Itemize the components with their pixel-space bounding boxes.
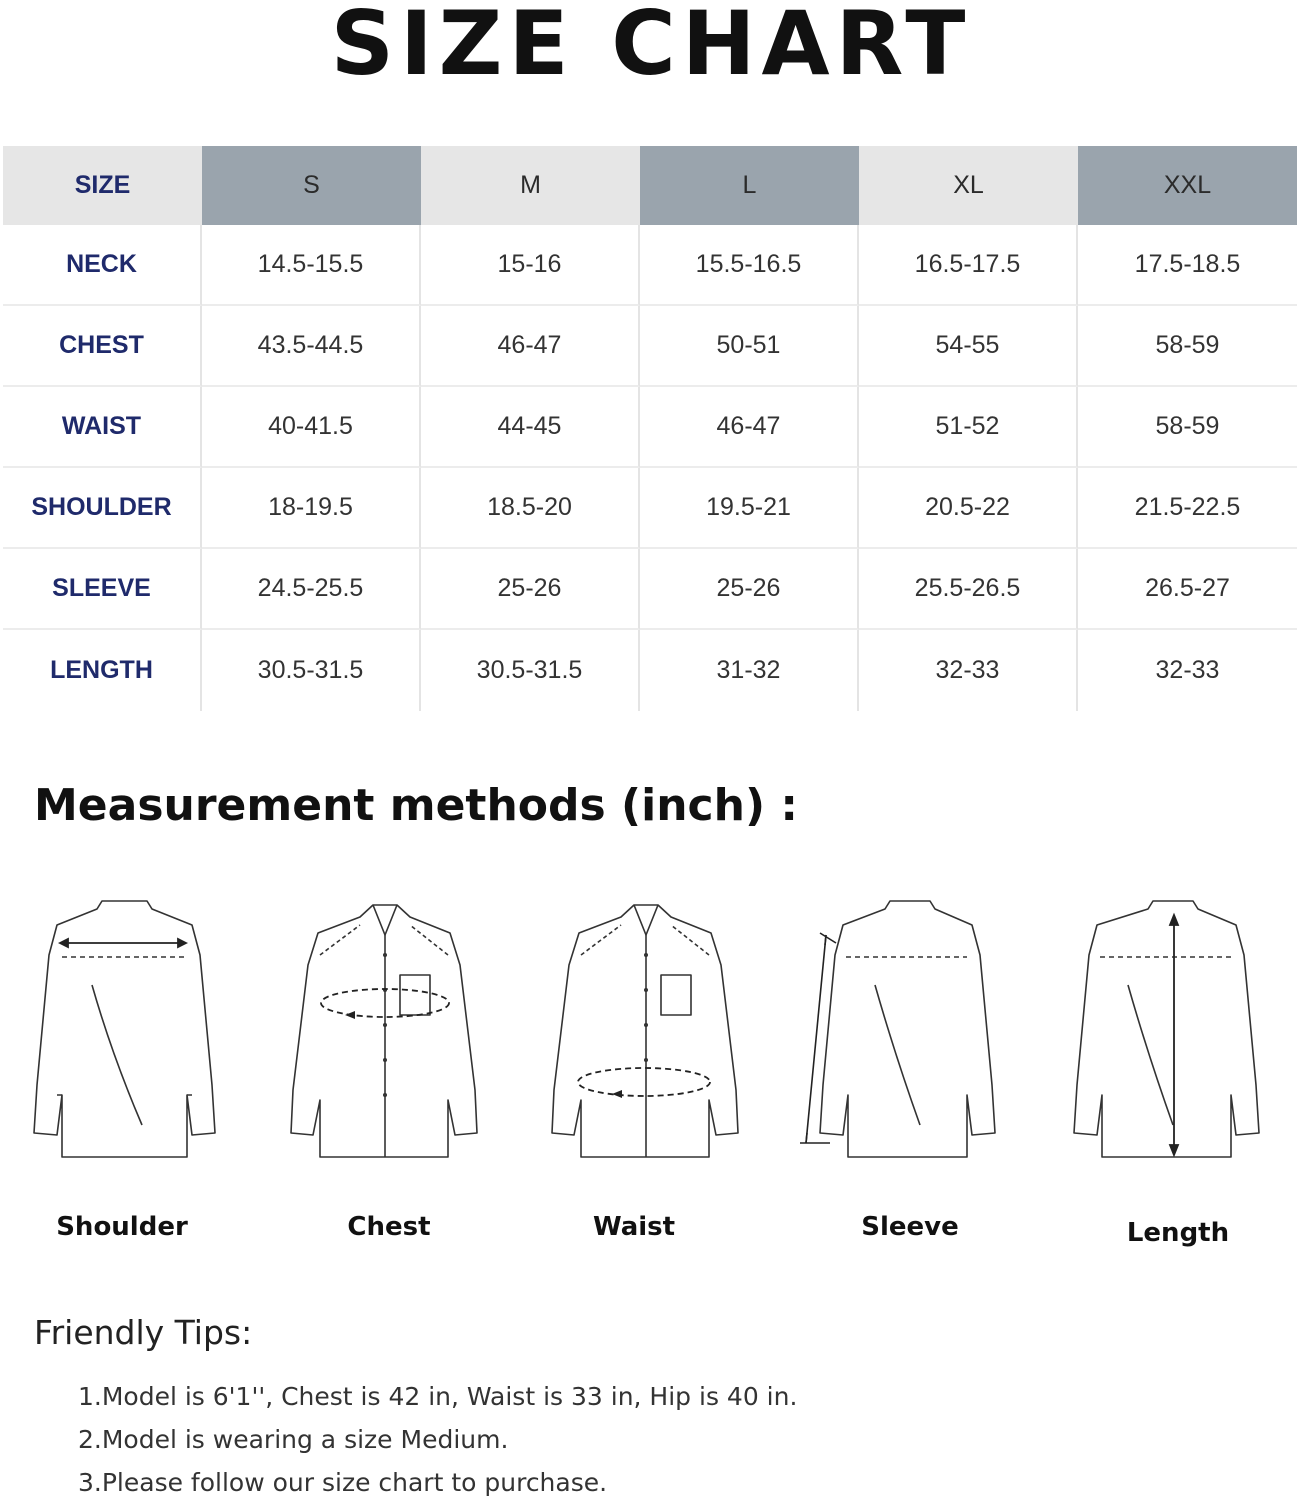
waist-label: Waist (592, 1212, 676, 1242)
sleeve-label: Sleeve (861, 1212, 959, 1242)
chest-shirt-icon (285, 895, 485, 1165)
table-cell: 30.5-31.5 (202, 630, 421, 711)
table-cell: 18.5-20 (421, 468, 640, 549)
table-cell: 18-19.5 (202, 468, 421, 549)
table-cell: 14.5-15.5 (202, 225, 421, 306)
table-cell: 50-51 (640, 306, 859, 387)
header-cell-size: SIZE (3, 146, 202, 225)
header-cell-xl: XL (859, 146, 1078, 225)
row-label: WAIST (3, 387, 202, 468)
shoulder-shirt-icon (22, 895, 222, 1165)
table-cell: 15-16 (421, 225, 640, 306)
tip-item: 3.Please follow our size chart to purchase. (78, 1468, 608, 1497)
table-cell: 32-33 (859, 630, 1078, 711)
table-row-waist (3, 387, 1299, 468)
table-cell: 25-26 (640, 549, 859, 630)
table-cell: 30.5-31.5 (421, 630, 640, 711)
table-cell: 58-59 (1078, 306, 1297, 387)
waist-shirt-icon (546, 895, 746, 1165)
tip-item: 1.Model is 6'1'', Chest is 42 in, Waist is 33 in, Hip is 40 in. (78, 1382, 798, 1411)
table-cell: 20.5-22 (859, 468, 1078, 549)
table-cell: 40-41.5 (202, 387, 421, 468)
table-cell: 54-55 (859, 306, 1078, 387)
table-row-length (3, 630, 1299, 711)
row-label: SLEEVE (3, 549, 202, 630)
table-cell: 43.5-44.5 (202, 306, 421, 387)
header-cell-xxl: XXL (1078, 146, 1297, 225)
table-row-neck (3, 225, 1299, 306)
table-cell: 46-47 (421, 306, 640, 387)
header-cell-l: L (640, 146, 859, 225)
table-row-shoulder (3, 468, 1299, 549)
table-header-row (3, 146, 1299, 225)
length-shirt-icon (1068, 895, 1268, 1165)
length-label: Length (1126, 1218, 1230, 1248)
chest-label: Chest (347, 1212, 431, 1242)
table-row-sleeve (3, 549, 1299, 630)
table-cell: 24.5-25.5 (202, 549, 421, 630)
header-cell-s: S (202, 146, 421, 225)
table-cell: 15.5-16.5 (640, 225, 859, 306)
table-cell: 46-47 (640, 387, 859, 468)
row-label: SHOULDER (3, 468, 202, 549)
table-cell: 19.5-21 (640, 468, 859, 549)
friendly-tips-title: Friendly Tips: (34, 1313, 253, 1352)
table-cell: 31-32 (640, 630, 859, 711)
table-cell: 17.5-18.5 (1078, 225, 1297, 306)
table-cell: 25.5-26.5 (859, 549, 1078, 630)
row-label: CHEST (3, 306, 202, 387)
row-label: NECK (3, 225, 202, 306)
table-cell: 26.5-27 (1078, 549, 1297, 630)
size-chart-table (3, 146, 1299, 711)
measurement-methods-title: Measurement methods (inch) : (34, 780, 798, 831)
table-cell: 58-59 (1078, 387, 1297, 468)
header-cell-m: M (421, 146, 640, 225)
table-cell: 25-26 (421, 549, 640, 630)
table-cell: 16.5-17.5 (859, 225, 1078, 306)
tip-item: 2.Model is wearing a size Medium. (78, 1425, 509, 1454)
table-cell: 32-33 (1155, 656, 1220, 684)
table-cell: 51-52 (859, 387, 1078, 468)
table-cell: 44-45 (421, 387, 640, 468)
page-title: SIZE CHART (330, 0, 972, 95)
table-row-chest (3, 306, 1299, 387)
table-cell: 21.5-22.5 (1078, 468, 1297, 549)
shoulder-label: Shoulder (56, 1212, 188, 1242)
sleeve-shirt-icon (800, 895, 1000, 1165)
row-label: LENGTH (3, 630, 202, 711)
